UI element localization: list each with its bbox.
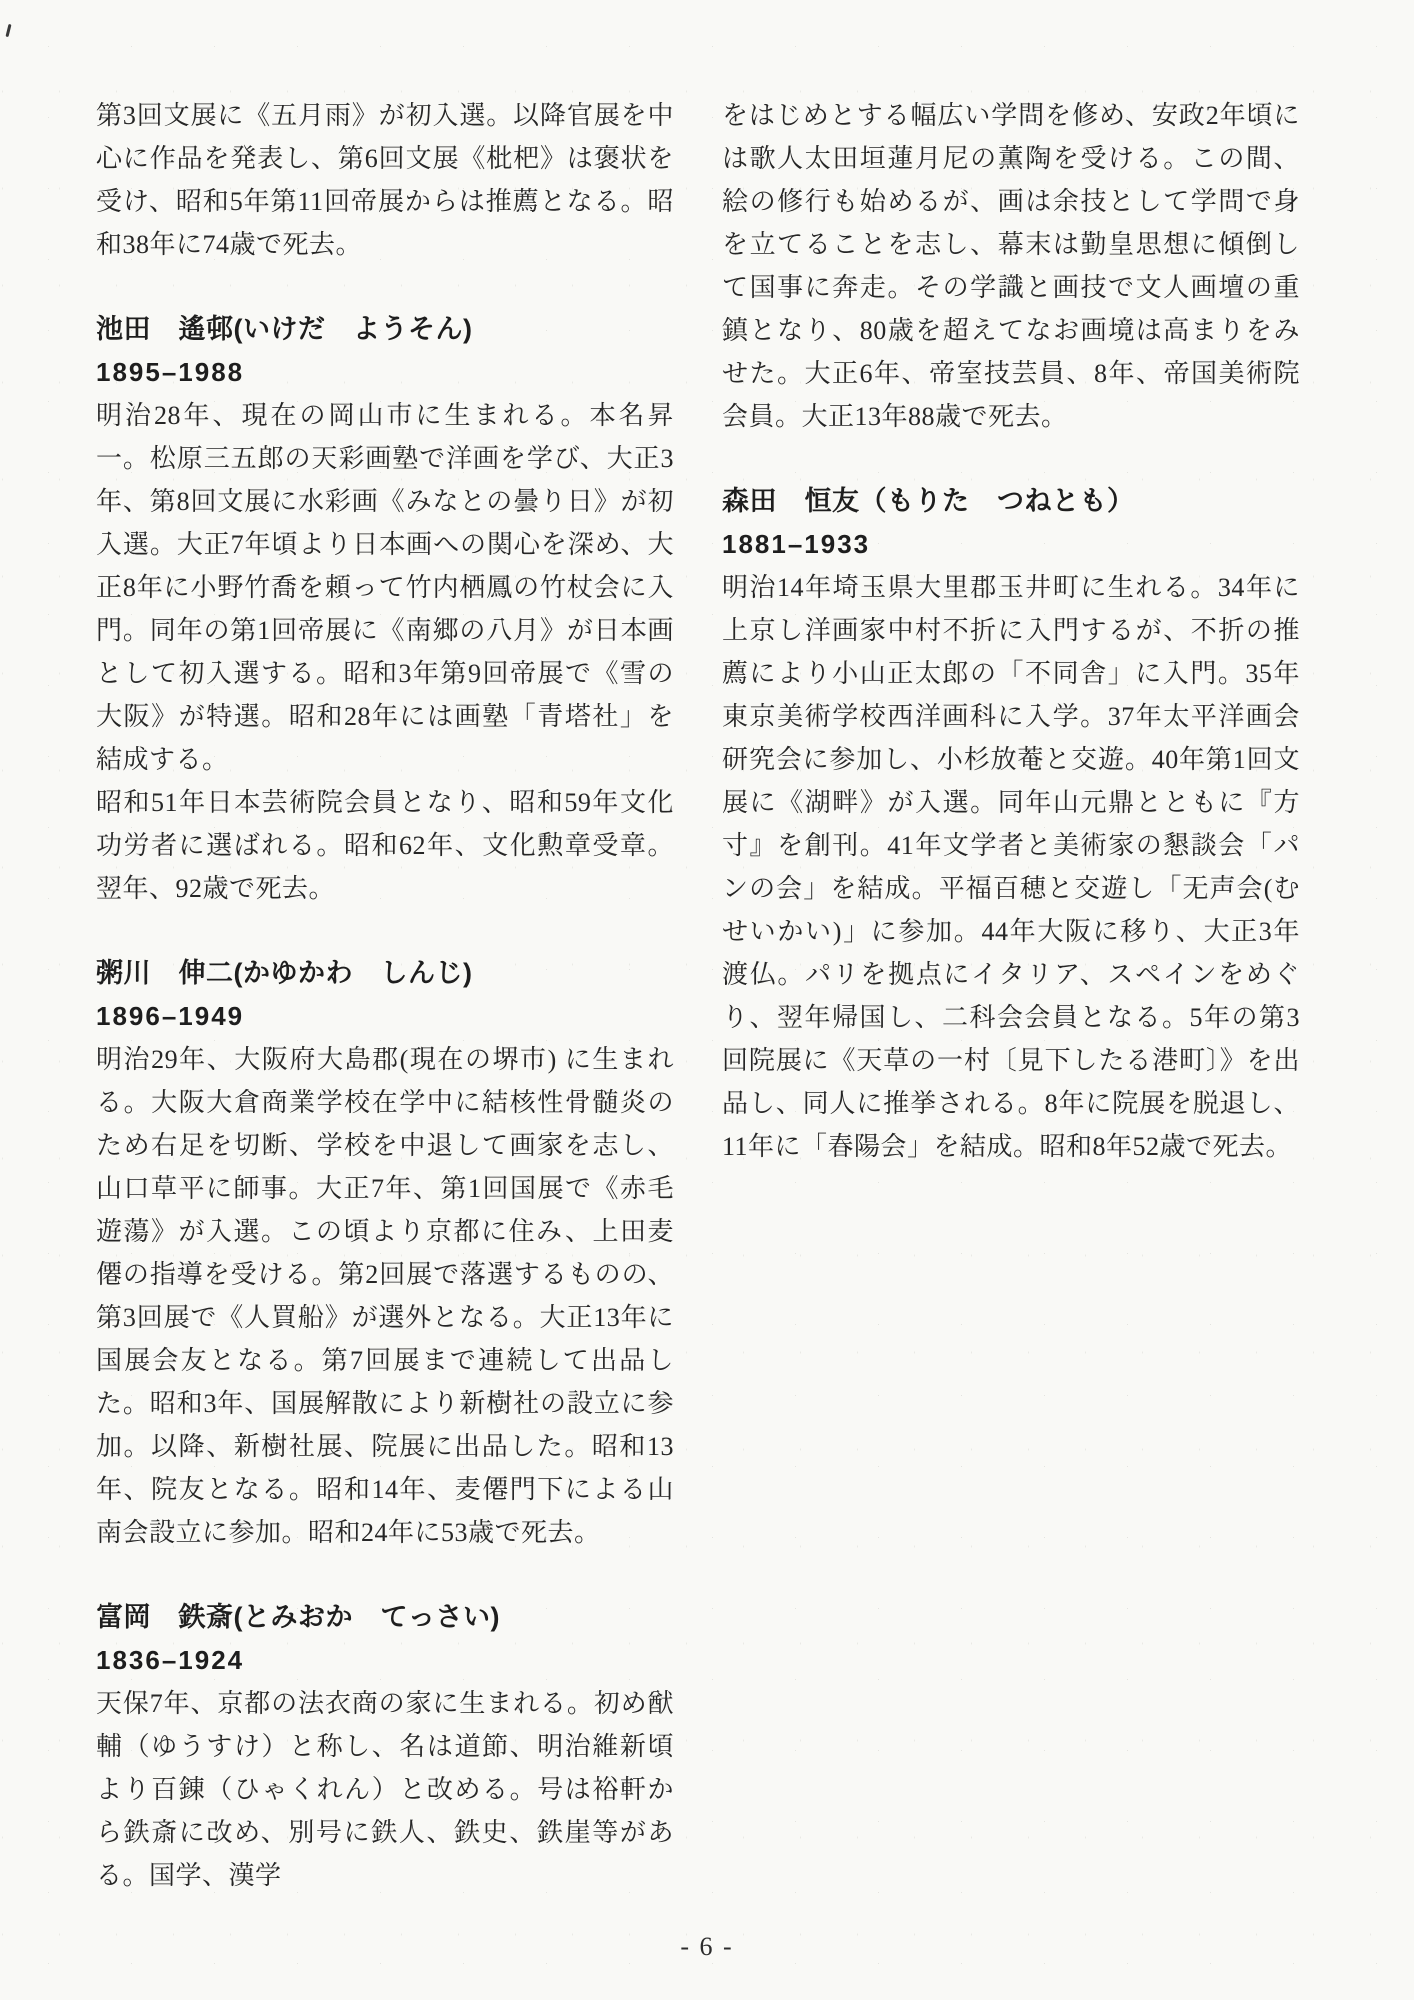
- artist-name-heading: 池田 遙邨(いけだ ようそん): [96, 314, 473, 344]
- entry-morita-tsunetomo: [722, 480, 1300, 1168]
- entry-tomioka-tessai: [96, 1596, 674, 1897]
- artist-name-heading: 粥川 伸二(かゆかわ しんじ): [96, 958, 473, 988]
- artist-name-heading: 森田 恒友（もりた つねとも）: [722, 486, 1135, 516]
- left-column: [96, 94, 674, 1897]
- right-column: [722, 94, 1300, 1168]
- biography-paragraph: 明治28年、現在の岡山市に生まれる。本名昇一。松原三五郎の天彩画塾で洋画を学び、大正3年、第8回文展に水彩画《みなとの曇り日》が初入選。大正7年頃より日本画への関心を深め、大正8年に小野竹喬を頼って竹内栖鳳の竹杖会に入門。同年の第1回帝展に《南郷の八月》が日本画として初入選する。昭和3年第9回帝展で《雪の大阪》が特選。昭和28年には画塾「青塔社」を結成する。: [96, 401, 674, 774]
- artist-life-years: 1896–1949: [96, 1001, 245, 1031]
- artist-life-years: 1836–1924: [96, 1645, 245, 1675]
- page-number: - 6 -: [680, 1932, 734, 1961]
- artist-name-heading: 富岡 鉄斎(とみおか てっさい): [96, 1602, 500, 1632]
- entry-ikeda-yoson: [96, 308, 674, 910]
- biography-paragraph: 天保7年、京都の法衣商の家に生まれる。初め猷輔（ゆうすけ）と称し、名は道節、明治維新頃より百錬（ひゃくれん）と改める。号は裕軒から鉄斎に改め、別号に鉄人、鉄史、鉄崖等がある。国学、漢学: [96, 1689, 674, 1890]
- entry-kayukawa-shinji: [96, 952, 674, 1554]
- biography-paragraph: 昭和51年日本芸術院会員となり、昭和59年文化功労者に選ばれる。昭和62年、文化勲章受章。翌年、92歳で死去。: [96, 788, 674, 903]
- artist-life-years: 1881–1933: [722, 529, 871, 559]
- artist-life-years: 1895–1988: [96, 357, 245, 387]
- biography-paragraph: 明治14年埼玉県大里郡玉井町に生れる。34年に上京し洋画家中村不折に入門するが、不折の推薦により小山正太郎の「不同舎」に入門。35年東京美術学校西洋画科に入学。37年太平洋画会研究会に参加し、小杉放菴と交遊。40年第1回文展に《湖畔》が入選。同年山元鼎とともに『方寸』を創刊。41年文学者と美術家の懇談会「パンの会」を結成。平福百穂と交遊し「无声会(むせいかい)」に参加。44年大阪に移り、大正3年渡仏。パリを拠点にイタリア、スペインをめぐり、翌年帰国し、二科会会員となる。5年の第3回院展に《天草の一村〔見下したる港町〕》を出品し、同人に推挙される。8年に院展を脱退し、11年に「春陽会」を結成。昭和8年52歳で死去。: [722, 573, 1300, 1161]
- biography-paragraph: 明治29年、大阪府大島郡(現在の堺市) に生まれる。大阪大倉商業学校在学中に結核性骨髄炎のため右足を切断、学校を中退して画家を志し、山口草平に師事。大正7年、第1回国展で《赤毛遊蕩》が入選。この頃より京都に住み、上田麦僊の指導を受ける。第2回展で落選するものの、第3回展で《人買船》が選外となる。大正13年に国展会友となる。第7回展まで連続して出品した。昭和3年、国展解散により新樹社の設立に参加。以降、新樹社展、院展に出品した。昭和13年、院友となる。昭和14年、麦僊門下による山南会設立に参加。昭和24年に53歳で死去。: [96, 1045, 674, 1547]
- continuation-paragraph-tomioka-tessai: をはじめとする幅広い学問を修め、安政2年頃には歌人太田垣蓮月尼の薫陶を受ける。この間、絵の修行も始めるが、画は余技として学問で身を立てることを志し、幕末は勤皇思想に傾倒して国事に奔走。その学識と画技で文人画壇の重鎮となり、80歳を超えてなお画境は高まりをみせた。大正6年、帝室技芸員、8年、帝国美術院会員。大正13年88歳で死去。: [722, 101, 1300, 431]
- continuation-paragraph-previous-entry: 第3回文展に《五月雨》が初入選。以降官展を中心に作品を発表し、第6回文展《枇杷》は褒状を受け、昭和5年第11回帝展からは推薦となる。昭和38年に74歳で死去。: [96, 101, 674, 259]
- scan-artifact-mark: [5, 24, 11, 37]
